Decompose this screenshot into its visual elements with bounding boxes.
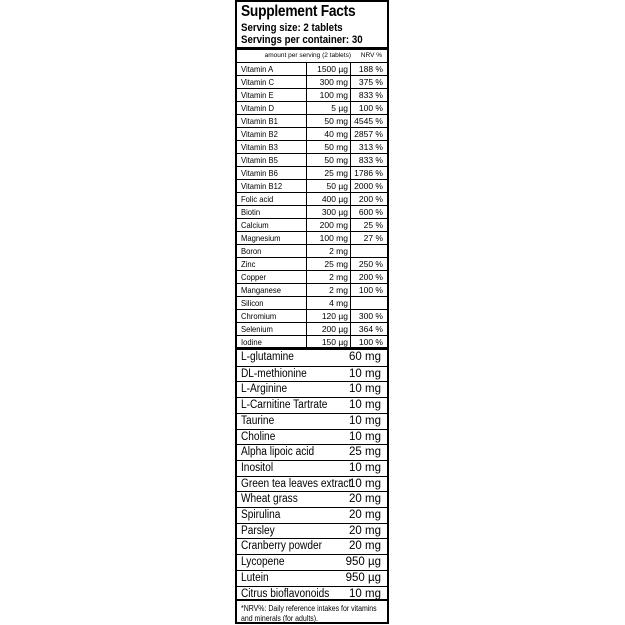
nutrient-nrv: 25 % <box>363 220 383 230</box>
nutrient-nrv: 364 % <box>358 324 383 334</box>
nutrient-name: Calcium <box>241 220 269 230</box>
nutrient-amount: 5 µg <box>331 103 348 113</box>
ingredient-row <box>237 429 387 445</box>
nutrient-name: Vitamin B12 <box>241 181 283 191</box>
ingredient-name: Inositol <box>241 461 274 474</box>
nutrient-name: Biotin <box>241 207 261 217</box>
ingredient-name: Spirulina <box>241 509 281 521</box>
nutrient-nrv: 200 % <box>358 272 383 282</box>
nutrient-row <box>237 205 387 218</box>
nutrient-nrv: 4545 % <box>354 116 383 126</box>
ingredient-name: L-Carnitine Tartrate <box>241 399 328 412</box>
nutrient-row <box>237 153 387 166</box>
nutrient-amount: 25 mg <box>324 168 348 178</box>
ingredient-row <box>237 366 387 382</box>
ingredient-name: Alpha lipoic acid <box>241 446 315 459</box>
ingredient-row <box>237 460 387 476</box>
nutrient-name: Iodine <box>241 337 262 347</box>
nutrient-name: Magnesium <box>241 233 281 243</box>
nutrient-row <box>237 309 387 322</box>
ingredient-row <box>237 444 387 460</box>
ingredient-amount: 10 mg <box>349 414 381 427</box>
ingredient-name: Citrus bioflavonoids <box>241 587 330 600</box>
nutrient-nrv: 2857 % <box>354 129 383 139</box>
column-divider <box>306 62 307 347</box>
nutrient-nrv: 100 % <box>358 337 383 347</box>
nutrient-nrv: 188 % <box>358 64 383 74</box>
nutrient-row <box>237 62 387 75</box>
nutrient-row <box>237 166 387 179</box>
ingredient-name: Cranberry powder <box>241 540 323 553</box>
ingredient-row <box>237 554 387 570</box>
nutrient-amount: 100 mg <box>319 233 348 243</box>
ingredient-amount: 60 mg <box>349 351 381 363</box>
ingredient-amount: 950 µg <box>345 556 381 569</box>
nutrient-row <box>237 231 387 244</box>
ingredient-amount: 10 mg <box>349 461 381 474</box>
nutrient-nrv: 833 % <box>358 155 383 165</box>
ingredient-name: Wheat grass <box>241 493 298 506</box>
nutrient-nrv: 2000 % <box>354 181 383 191</box>
thick-divider <box>237 599 387 601</box>
label-title: Supplement Facts <box>241 3 356 20</box>
nutrient-amount: 2 mg <box>329 285 348 295</box>
ingredient-name: Taurine <box>241 414 275 427</box>
nutrient-nrv: 100 % <box>358 103 383 113</box>
ingredient-name: Lutein <box>241 571 269 584</box>
nutrient-amount: 50 mg <box>324 142 348 152</box>
nutrient-name: Vitamin E <box>241 90 274 100</box>
ingredient-row <box>237 491 387 507</box>
nutrient-row <box>237 114 387 127</box>
ingredient-amount: 950 µg <box>345 571 381 584</box>
nutrient-name: Vitamin B6 <box>241 168 278 178</box>
nutrient-name: Vitamin D <box>241 103 275 113</box>
nutrient-row <box>237 244 387 257</box>
nutrient-row <box>237 322 387 335</box>
nutrient-row <box>237 270 387 283</box>
nutrient-amount: 300 µg <box>321 207 348 217</box>
ingredient-amount: 10 mg <box>349 430 381 443</box>
nutrient-name: Manganese <box>241 285 281 295</box>
nutrient-nrv: 313 % <box>358 142 383 152</box>
ingredient-row <box>237 413 387 429</box>
nutrient-nrv: 300 % <box>358 311 383 321</box>
nutrient-amount: 200 µg <box>321 324 348 334</box>
ingredient-row <box>237 381 387 397</box>
nutrient-nrv: 833 % <box>358 90 383 100</box>
nutrient-amount: 50 mg <box>324 116 348 126</box>
ingredient-name: L-glutamine <box>241 351 294 363</box>
nutrient-nrv: 600 % <box>358 207 383 217</box>
nutrient-row <box>237 283 387 296</box>
ingredient-amount: 10 mg <box>349 477 381 490</box>
nutrient-amount: 200 mg <box>319 220 348 230</box>
nutrient-nrv: 200 % <box>358 194 383 204</box>
nutrient-name: Vitamin B1 <box>241 116 278 126</box>
nutrient-name: Chromium <box>241 311 277 321</box>
nutrient-name: Selenium <box>241 324 273 334</box>
ingredient-amount: 25 mg <box>349 446 381 459</box>
nutrient-row <box>237 179 387 192</box>
nrv-column-header: NRV % <box>360 52 382 59</box>
nutrient-row <box>237 218 387 231</box>
nutrient-row <box>237 88 387 101</box>
nutrient-row <box>237 140 387 153</box>
serving-size: Serving size: 2 tablets <box>241 22 343 34</box>
column-divider <box>350 62 351 347</box>
nutrient-row <box>237 192 387 205</box>
ingredient-name: Parsley <box>241 524 275 537</box>
nutrient-amount: 50 mg <box>324 155 348 165</box>
ingredient-amount: 20 mg <box>349 493 381 506</box>
nutrient-name: Zinc <box>241 259 256 269</box>
ingredient-row <box>237 538 387 554</box>
ingredient-name: L-Arginine <box>241 383 288 396</box>
nutrient-amount: 1500 µg <box>317 64 348 74</box>
ingredient-row <box>237 397 387 413</box>
supplement-facts-label <box>235 0 389 624</box>
nutrient-amount: 120 µg <box>321 311 348 321</box>
ingredient-amount: 10 mg <box>349 399 381 412</box>
ingredient-amount: 20 mg <box>349 509 381 521</box>
nutrient-amount: 4 mg <box>329 298 348 308</box>
nutrient-amount: 2 mg <box>329 246 348 256</box>
ingredient-row <box>237 523 387 539</box>
ingredient-name: Green tea leaves extract <box>241 477 352 490</box>
nutrient-amount: 40 mg <box>324 129 348 139</box>
ingredient-name: DL-methionine <box>241 367 307 380</box>
nutrient-name: Boron <box>241 246 262 256</box>
nutrient-nrv: 250 % <box>358 259 383 269</box>
ingredient-amount: 10 mg <box>349 367 381 380</box>
ingredient-row <box>237 507 387 523</box>
nutrient-amount: 300 mg <box>319 77 348 87</box>
nutrient-name: Vitamin B3 <box>241 142 278 152</box>
nutrient-name: Vitamin C <box>241 77 275 87</box>
nutrient-nrv: 375 % <box>358 77 383 87</box>
nutrient-row <box>237 101 387 114</box>
amount-column-header: amount per serving (2 tablets) <box>264 52 351 59</box>
nutrient-name: Folic acid <box>241 194 274 204</box>
ingredient-amount: 10 mg <box>349 587 381 600</box>
footnote: *NRV%: Daily reference intakes for vitamins and minerals (for adults). <box>241 604 377 623</box>
ingredient-row <box>237 476 387 492</box>
ingredient-amount: 10 mg <box>349 383 381 396</box>
nutrient-amount: 2 mg <box>329 272 348 282</box>
ingredient-name: Lycopene <box>241 556 285 569</box>
nutrient-name: Vitamin A <box>241 64 274 74</box>
nutrient-row <box>237 257 387 270</box>
nutrient-nrv: 1786 % <box>354 168 383 178</box>
nutrient-amount: 25 mg <box>324 259 348 269</box>
nutrient-name: Copper <box>241 272 267 282</box>
nutrient-name: Silicon <box>241 298 264 308</box>
column-header <box>237 50 387 62</box>
nutrient-amount: 50 µg <box>326 181 348 191</box>
servings-per-container: Servings per container: 30 <box>241 34 363 46</box>
nutrient-nrv: 27 % <box>363 233 383 243</box>
nutrient-name: Vitamin B2 <box>241 129 278 139</box>
nutrient-amount: 150 µg <box>321 337 348 347</box>
ingredient-row <box>237 570 387 586</box>
nutrient-amount: 100 mg <box>319 90 348 100</box>
ingredient-row <box>237 350 387 366</box>
nutrient-row <box>237 296 387 309</box>
nutrient-row <box>237 127 387 140</box>
nutrient-row <box>237 75 387 88</box>
nutrient-name: Vitamin B5 <box>241 155 278 165</box>
ingredient-amount: 20 mg <box>349 524 381 537</box>
ingredient-amount: 20 mg <box>349 540 381 553</box>
ingredient-name: Choline <box>241 430 276 443</box>
nutrient-nrv: 100 % <box>358 285 383 295</box>
nutrient-amount: 400 µg <box>321 194 348 204</box>
